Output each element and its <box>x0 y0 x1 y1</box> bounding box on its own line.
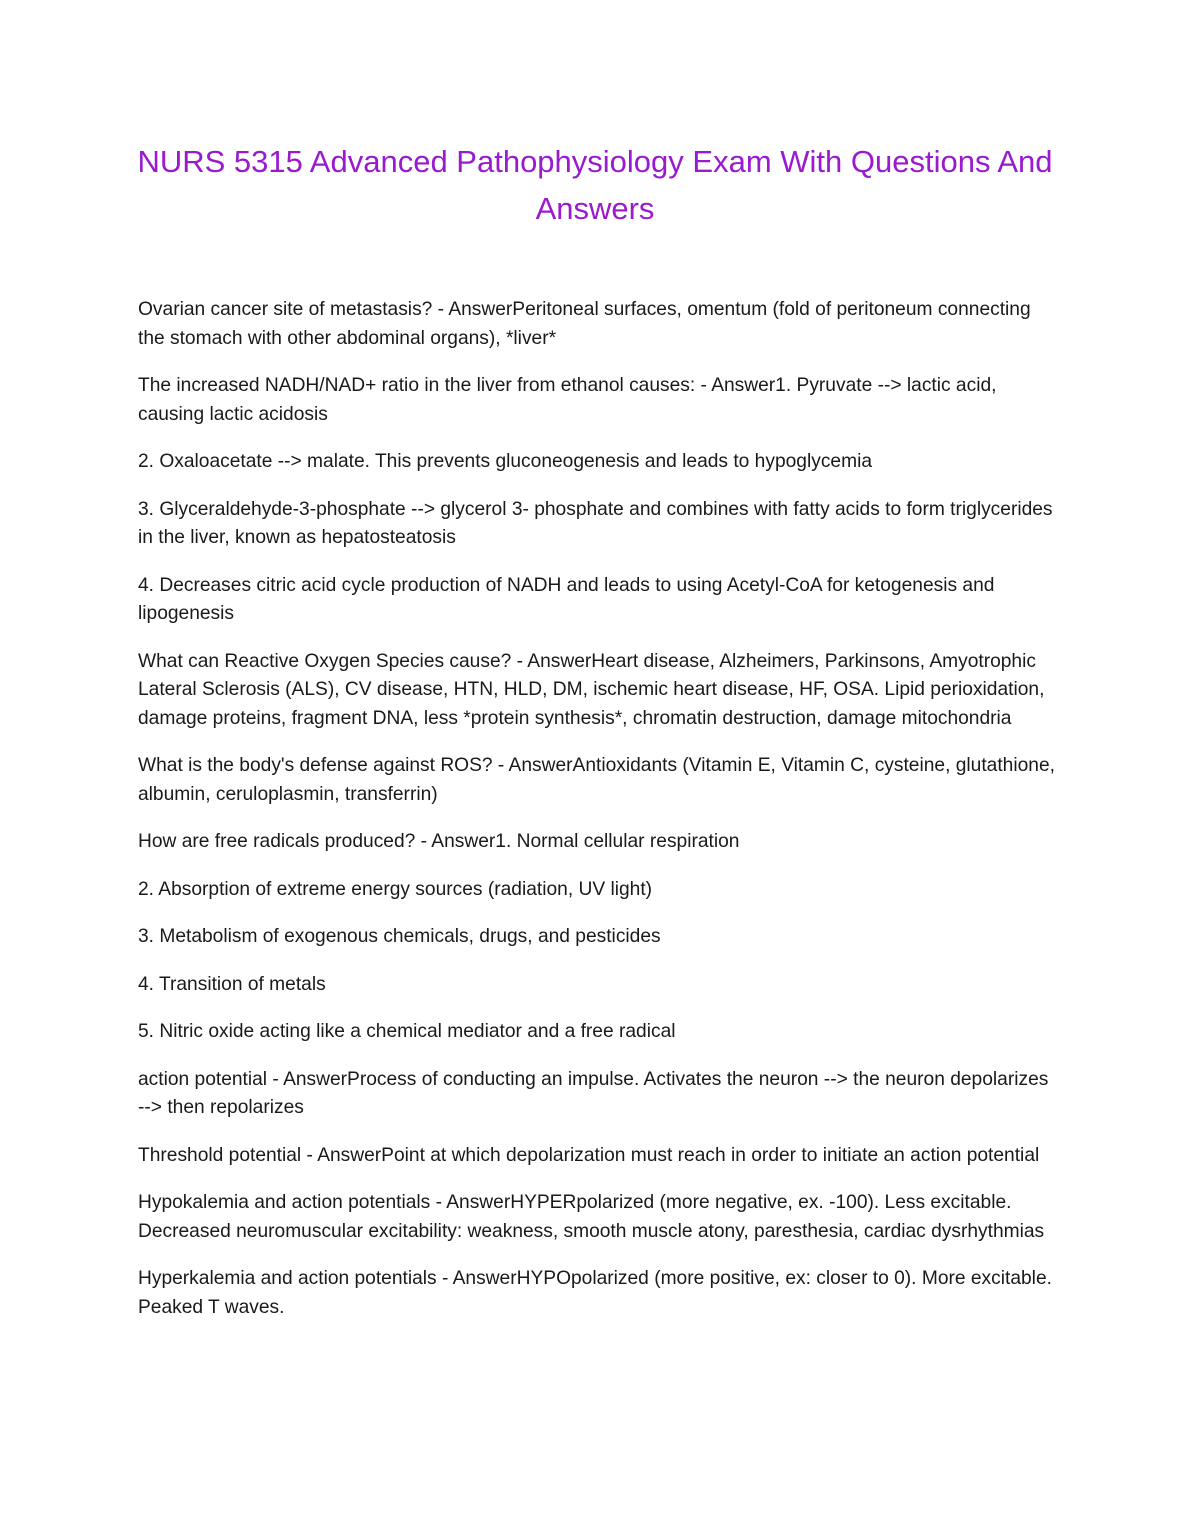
paragraph-threshold-potential: Threshold potential - AnswerPoint at which depolarization must reach in order to initiate an action potential <box>138 1144 1040 1166</box>
document-title: NURS 5315 Advanced Pathophysiology Exam With Questions And Answers <box>137 144 1053 226</box>
paragraph-ros-causes: What can Reactive Oxygen Species cause? - AnswerHeart disease, Alzheimers, Parkinsons, Amyotrophic Lateral Sclerosis (ALS), CV disease, HTN, HLD, DM, ischemic heart disease, HF, OSA. Lipid perioxidation, damage proteins, fragment DNA, less *protein synthesis*, chromatin destruction, damage mitochondria <box>138 650 1045 729</box>
paragraph-extreme-energy: 2. Absorption of extreme energy sources (radiation, UV light) <box>138 878 653 900</box>
paragraph-hyperkalemia: Hyperkalemia and action potentials - AnswerHYPOpolarized (more positive, ex: closer to 0). More excitable. Peaked T waves. <box>138 1268 1052 1318</box>
paragraph-hypokalemia: Hypokalemia and action potentials - AnswerHYPERpolarized (more negative, ex. -100). Less excitable. Decreased neuromuscular excitability: weakness, smooth muscle atony, paresthesia, cardiac dysrhythmias <box>138 1192 1045 1242</box>
paragraph-citric-acid-cycle: 4. Decreases citric acid cycle production of NADH and leads to using Acetyl-CoA for ketogenesis and lipogenesis <box>138 574 995 624</box>
paragraph-nitric-oxide: 5. Nitric oxide acting like a chemical mediator and a free radical <box>138 1021 676 1042</box>
paragraph-ovarian-metastasis: Ovarian cancer site of metastasis? - AnswerPeritoneal surfaces, omentum (fold of peritoneum connecting the stomach with other abdominal organs), *liver* <box>138 299 1031 349</box>
document-body <box>138 296 1058 1341</box>
paragraph-nadh-ratio: The increased NADH/NAD+ ratio in the liver from ethanol causes: - Answer1. Pyruvate --> lactic acid, causing lactic acidosis <box>138 375 997 425</box>
paragraph-oxaloacetate: 2. Oxaloacetate --> malate. This prevents gluconeogenesis and leads to hypoglycemia <box>138 451 872 472</box>
paragraph-transition-metals: 4. Transition of metals <box>138 973 326 995</box>
paragraph-glyceraldehyde: 3. Glyceraldehyde-3-phosphate --> glycerol 3- phosphate and combines with fatty acids to form triglycerides in the liver, known as hepatosteatosis <box>138 498 1053 548</box>
paragraph-action-potential: action potential - AnswerProcess of conducting an impulse. Activates the neuron --> the neuron depolarizes --> then repolarizes <box>138 1068 1049 1118</box>
paragraph-ros-defense: What is the body's defense against ROS? - AnswerAntioxidants (Vitamin E, Vitamin C, cysteine, glutathione, albumin, ceruloplasmin, transferrin) <box>138 755 1055 805</box>
paragraph-exogenous-chemicals: 3. Metabolism of exogenous chemicals, drugs, and pesticides <box>138 926 661 947</box>
paragraph-free-radicals: How are free radicals produced? - Answer1. Normal cellular respiration <box>138 831 740 852</box>
